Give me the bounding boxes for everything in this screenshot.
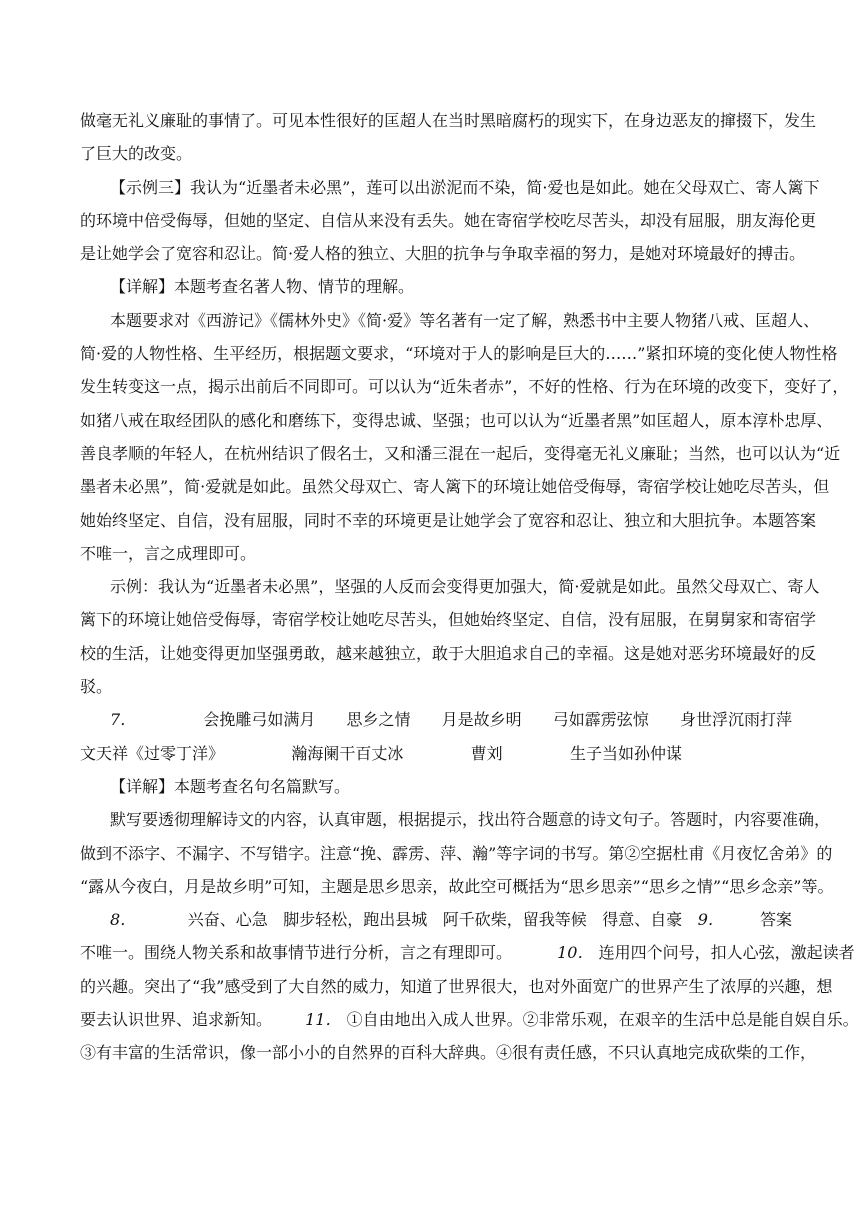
question-number: 11． <box>305 1010 342 1030</box>
text-line: 本题要求对《西游记》《儒林外史》《简·爱》等名著有一定了解，熟悉书中主要人物猪八戒、匡超人、 <box>110 310 820 330</box>
q7-answer-row <box>80 703 792 736</box>
answer-item: 生子当如孙仲谋 <box>569 743 682 763</box>
answer-item: 瀚海阑干百丈冰 <box>291 743 404 763</box>
text-line: 驳。 <box>80 677 113 697</box>
text-line: 是让她学会了宽容和忍让。简·爱人格的独立、大胆的抗争与争取幸福的努力，是她对环境最好的搏击。 <box>80 244 806 264</box>
text-line: 做到不添字、不漏字、不写错字。注意“挽、霹雳、萍、瀚”等字词的书写。第②空据杜甫《月夜忆舍弟》的 <box>80 843 833 863</box>
answer-item: 弓如霹雳弦惊 <box>552 710 649 730</box>
answer-item: 阿千砍柴，留我等候 <box>442 910 587 930</box>
text-line: ③有丰富的生活常识，像一部小小的自然界的百科大辞典。④很有责任感，不只认真地完成砍柴的工作， <box>80 1043 817 1063</box>
text-line: 不唯一，言之成理即可。 <box>80 543 257 563</box>
answer-item: 思乡之情 <box>346 710 411 730</box>
answer-text: 不唯一。围绕人物关系和故事情节进行分析，言之有理即可。 <box>80 943 513 963</box>
document-page <box>80 104 859 1070</box>
answer-item: 兴奋、心急 <box>187 910 268 930</box>
q8-answer-row <box>80 903 792 936</box>
answer-item: 月是故乡明 <box>441 710 522 730</box>
text-line: 墨者未必黑”，简·爱就是如此。虽然父母双亡、寄人篱下的环境让她倍受侮辱，寄宿学校让她吃尽苦头，但 <box>80 477 830 497</box>
question-number: 10． <box>557 943 594 963</box>
text-line: 如猪八戒在取经团队的感化和磨练下，变得忠诚、坚强；也可以认为“近墨者黑”如匡超人，原本淳朴忠厚、 <box>80 410 833 430</box>
answer-text: ①自由地出入成人世界。②非常乐观，在艰辛的生活中总是能自娱自乐。 <box>346 1010 859 1030</box>
text-line: 简·爱的人物性格、生平经历，根据题文要求，“环境对于人的影响是巨大的……”紧扣环境的变化使人物性格 <box>80 344 838 364</box>
answer-item: 曹刘 <box>470 743 503 763</box>
text-line: 做毫无礼义廉耻的事情了。可见本性很好的匡超人在当时黑暗腐朽的现实下，在身边恶友的撺掇下，发生 <box>80 111 817 130</box>
text-line: 校的生活，让她变得更加坚强勇敢，越来越独立，敢于大胆追求自己的幸福。这是她对恶劣环境最好的反 <box>80 643 817 663</box>
answer-text: 要去认识世界、追求新知。 <box>80 1010 273 1030</box>
text-line: 了巨大的改变。 <box>80 144 193 164</box>
answer-text: 连用四个问号，扣人心弦，激起读者 <box>598 943 855 963</box>
question-number: 7． <box>110 710 137 730</box>
answer-item: 会挽雕弓如满月 <box>203 710 316 730</box>
text-line: “露从今夜白，月是故乡明”可知，主题是思乡思亲，故此空可概括为“思乡思亲”“思乡之情”“思乡念亲”等。 <box>80 876 834 896</box>
text-line: 【示例三】我认为“近墨者未必黑”，莲可以出淤泥而不染，简·爱也是如此。她在父母双亡、寄人篱下 <box>110 177 820 197</box>
text-line: 【详解】本题考查名著人物、情节的理解。 <box>110 277 415 297</box>
text-line: 的环境中倍受侮辱，但她的坚定、自信从来没有丢失。她在寄宿学校吃尽苦头，却没有屈服，朋友海伦更 <box>80 210 817 230</box>
text-line: 发生转变这一点，揭示出前后不同即可。可以认为“近朱者赤”，不好的性格、行为在环境的改变下，变好了， <box>80 377 849 397</box>
text-line <box>80 1003 859 1036</box>
text-line: 篱下的环境让她倍受侮辱，寄宿学校让她吃尽苦头，但她始终坚定、自信，没有屈服，在舅舅家和寄宿学 <box>80 610 817 630</box>
text-line: 的兴趣。突出了“我”感受到了大自然的威力，知道了世界很大，也对外面宽广的世界产生了浓厚的兴趣，想 <box>80 976 833 996</box>
answer-text: 答案 <box>759 910 792 930</box>
text-line <box>80 936 855 969</box>
answer-item: 文天祥《过零丁洋》 <box>80 743 225 763</box>
text-line: 她始终坚定、自信，没有屈服，同时不幸的环境更是让她学会了宽容和忍让、独立和大胆抗争。本题答案 <box>80 510 817 530</box>
text-line: 【详解】本题考查名句名篇默写。 <box>110 776 351 796</box>
q7-answer-row-2 <box>80 737 792 770</box>
answer-item: 得意、自豪 <box>602 910 683 930</box>
question-number: 8． <box>110 910 137 930</box>
answer-item: 脚步轻松，跑出县城 <box>283 910 428 930</box>
text-line: 示例：我认为“近墨者未必黑”，坚强的人反而会变得更加强大，简·爱就是如此。虽然父母双亡、寄人 <box>110 577 820 597</box>
text-line: 默写要透彻理解诗文的内容，认真审题，根据提示，找出符合题意的诗文句子。答题时，内容要准确， <box>110 810 831 830</box>
text-line: 善良孝顺的年轻人，在杭州结识了假名士，又和潘三混在一起后，变得毫无礼义廉耻；当然，也可以认为“近 <box>80 443 841 463</box>
answer-item: 身世浮沉雨打萍 <box>679 710 792 730</box>
question-number: 9． <box>697 910 724 930</box>
